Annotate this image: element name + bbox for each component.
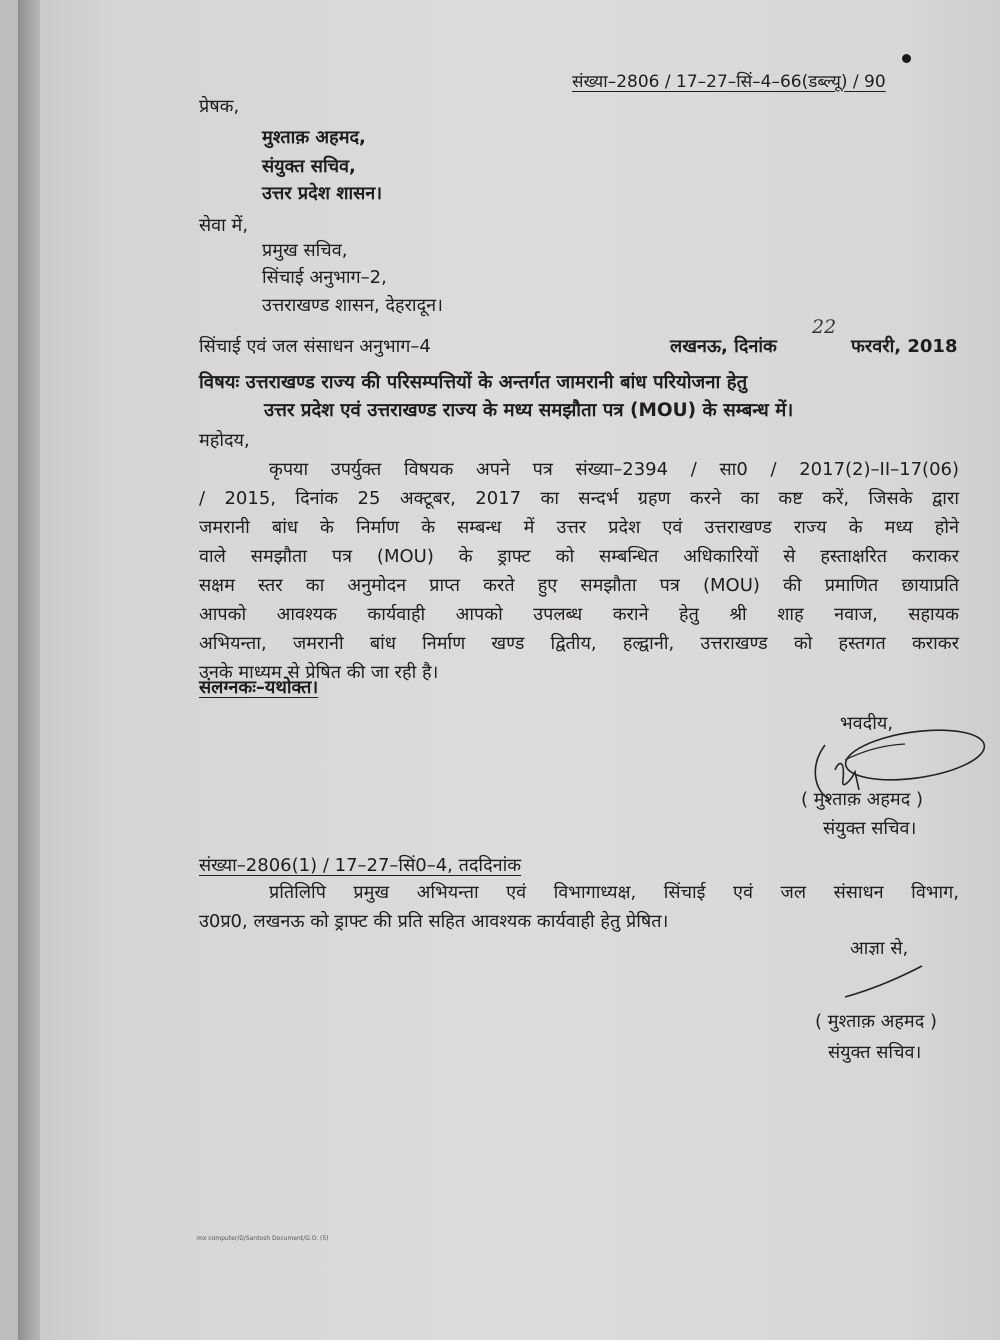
salutation: महोदय,: [199, 430, 250, 451]
recipient-title: प्रमुख सचिव,: [262, 240, 348, 261]
enclosure-note: संलग्नकः–यथोक्त।: [199, 677, 319, 698]
body-line: आपको आवश्यक कार्यवाही आपको उपलब्ध कराने हेतु श्री शाह नवाज, सहायक: [199, 604, 959, 625]
body-line: अभियन्ता, जमरानी बांध निर्माण खण्ड द्वितीय, हल्द्वानी, उत्तराखण्ड को हस्तगत कराकर: [199, 633, 959, 654]
recipient-office: उत्तराखण्ड शासन, देहरादून।: [262, 295, 443, 316]
order-label: आज्ञा से,: [850, 938, 909, 959]
footer-path: mx computer/D/Santosh Document/G.O. (5): [197, 1235, 329, 1242]
body-line: उनके माध्यम से प्रेषित की जा रही है।: [199, 662, 439, 683]
sender-designation: संयुक्त सचिव,: [262, 156, 356, 177]
letter-body: [199, 455, 959, 687]
handwritten-date-day: 22: [812, 316, 837, 338]
to-label: सेवा में,: [199, 215, 249, 236]
sender-name: मुश्ताक़ अहमद,: [262, 127, 366, 148]
copy-body: [199, 878, 959, 936]
copy-reference-number: संख्या–2806(1) / 17–27–सिं0–4, तददिनांक: [199, 855, 522, 876]
date-month-year: फरवरी, 2018: [851, 336, 958, 357]
initial-stroke: [840, 962, 930, 1002]
sender-office: उत्तर प्रदेश शासन।: [262, 183, 383, 204]
body-line: कृपया उपर्युक्त विषयक अपने पत्र संख्या–2394 / सा0 / 2017(2)–II–17(06): [269, 459, 959, 480]
reference-number: संख्या–2806 / 17–27–सिं–4–66(डब्ल्यू) / 90: [572, 72, 886, 92]
body-line: वाले समझौता पत्र (MOU) के ड्राफ्ट को सम्बन्धित अधिकारियों से हस्ताक्षरित कराकर: [199, 546, 959, 567]
copy-signatory-title: संयुक्त सचिव।: [828, 1042, 922, 1063]
body-line: जमरानी बांध के निर्माण के सम्बन्ध में उत्तर प्रदेश एवं उत्तराखण्ड राज्य के मध्य होने: [199, 517, 959, 538]
body-line: सक्षम स्तर का अनुमोदन प्राप्त करते हुए समझौता पत्र (MOU) की प्रमाणित छायाप्रति: [199, 575, 959, 596]
signatory-title: संयुक्त सचिव।: [823, 818, 917, 839]
paper-edge: [18, 0, 40, 1340]
department-line: सिंचाई एवं जल संसाधन अनुभाग–4: [199, 336, 431, 357]
ink-dot: [902, 54, 911, 63]
signatory-name: ( मुश्ताक़ अहमद ): [801, 789, 924, 810]
body-line: / 2015, दिनांक 25 अक्टूबर, 2017 का सन्दर्भ ग्रहण करने का कष्ट करें, जिसके द्वारा: [199, 488, 959, 509]
subject-line-1: विषयः उत्तराखण्ड राज्य की परिसम्पत्तियों के अन्तर्गत जामरानी बांध परियोजना हेतु: [199, 372, 748, 393]
copy-signatory-name: ( मुश्ताक़ अहमद ): [815, 1011, 938, 1032]
copy-line: प्रतिलिपि प्रमुख अभियन्ता एवं विभागाध्यक्ष, सिंचाई एवं जल संसाधन विभाग,: [269, 882, 959, 903]
from-label: प्रेषक,: [199, 96, 240, 117]
closing: भवदीय,: [840, 713, 894, 734]
subject-line-2: उत्तर प्रदेश एवं उत्तराखण्ड राज्य के मध्य समझौता पत्र (MOU) के सम्बन्ध में।: [264, 400, 794, 421]
copy-line: उ0प्र0, लखनऊ को ड्राफ्ट की प्रति सहित आवश्यक कार्यवाही हेतु प्रेषित।: [199, 911, 669, 932]
recipient-section: सिंचाई अनुभाग–2,: [262, 267, 387, 288]
date-place: लखनऊ, दिनांक: [670, 336, 777, 357]
